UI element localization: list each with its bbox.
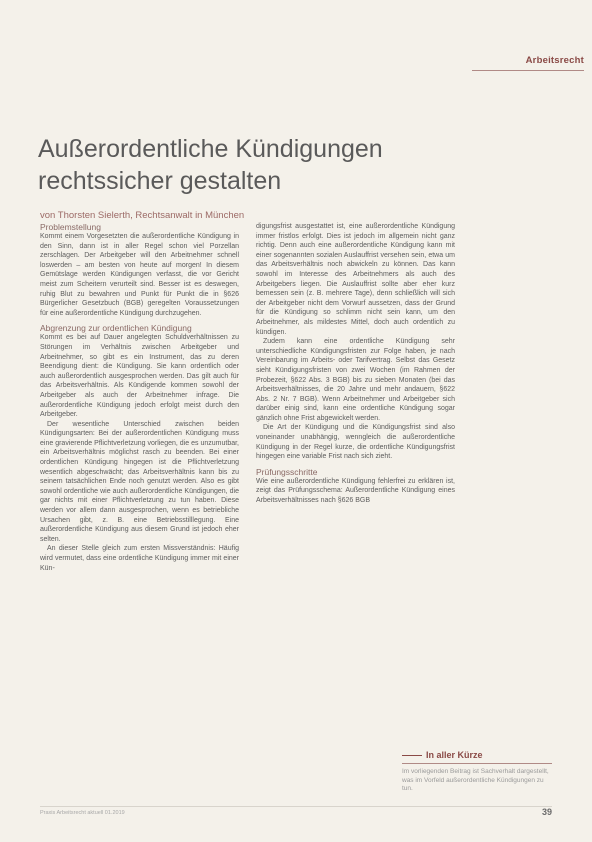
paragraph: Kommt es bei auf Dauer angelegten Schuldverhältnissen zu Störungen im Verhältnis zwischen Arbeitgeber und Arbeitnehmer, so gibt es ein Instrument, das zu deren Beendigung dient: die Kündigung. Sie kann ordentlich oder auch außerordentlich ausgesprochen werden. Das gilt auch für das Arbeitsverhältnis. Als Kündigende kommen sowohl der Arbeitgeber als auch der Arbeitnehmer infrage. Die außerordentliche Kündigung jedoch erfolgt meist durch den Arbeitgeber. <box>40 334 239 419</box>
summary-box-text: Im vorliegenden Beitrag ist Sachverhalt dargestellt, was im Vorfeld außerordentliche Kündigungen zu tun. <box>402 768 549 793</box>
title-line-1: Außerordentliche Kündigungen <box>38 135 383 163</box>
paragraph: An dieser Stelle gleich zum ersten Missverständnis: Häufig wird vermutet, dass eine ordentliche Kündigung immer mit einer Kün- <box>40 545 239 572</box>
footer-publication: Praxis Arbeitsrecht aktuell 01.2019 <box>40 810 125 816</box>
author-byline: von Thorsten Sielerth, Rechtsanwalt in München <box>40 210 245 221</box>
paragraph: Der wesentliche Unterschied zwischen beiden Kündigungsarten: Bei der außerordentlichen Kündigung muss eine gravierende Pflichtverletzung vorliegen, die es unzumutbar, ein Arbeitsverhältnis möglichst rasch zu beenden. Bei einer ordentlichen Kündigung hingegen ist die Pflichtverletzung wesentlich abgeschwächt; das Arbeitsverhältnis kann bis zu seinem tatsächlichen Ende noch genutzt werden. Also es gibt sowohl ordentliche wie auch außerordentliche Kündigungen, die gar nichts mit einer Pflichtverletzung zu tun haben. Diese werden vor allem dann ausgesprochen, wenn es betriebliche Ursachen gibt, z. B. eine Betriebsstilllegung. Eine außerordentliche Kündigung aus diesem Grund ist jedoch eher selten. <box>40 420 239 543</box>
paragraph: Kommt einem Vorgesetzten die außerordentliche Kündigung in den Sinn, dann ist in aller Regel schon viel Porzellan zerschlagen. Der Arbeitgeber will den Arbeitnehmer schnell loswerden – am besten von heute auf morgen! In diesem Gemütslage werden Kündigungen verfasst, die vor Gericht meist zum Scheitern verurteilt sind. Besser ist es deswegen, ruhig Blut zu bewahren und Punkt für Punkt die in §626 Bürgerlicher Gesetzbuch (BGB) geregelten Voraussetzungen für eine außerordentliche Kündigung durchzugehen. <box>40 233 239 317</box>
summary-box-heading <box>402 750 552 760</box>
paragraph: Wie eine außerordentliche Kündigung fehlerfrei zu erklären ist, zeigt das Prüfungsschema: Außerordentliche Kündigung eines Arbeitsverhältnisses nach §626 BGB <box>256 477 455 505</box>
summary-box-title: In aller Kürze <box>426 750 483 760</box>
paragraph: digungsfrist ausgestattet ist, eine außerordentliche Kündigung immer fristlos erfolgt. Dies ist jedoch im allgemein nicht ganz richtig. Denn auch eine außerordentliche Kündigung kann mit einer sogenannten sozialen Auslauffrist versehen sein, etwa um das Arbeitsverhältnis noch abwickeln zu können. Das kann sowohl im Interesse des Arbeitnehmers als auch des Arbeitgebers liegen. Die Auslauffrist sollte aber eher kurz bemessen sein (z. B. mehrere Tage), denn schließlich will sich der Arbeitgeber nicht dem Vorwurf aussetzen, dass der Grund für die Kündigung so schlimm nicht sein kann, um den Arbeitnehmer, als mildestes Mittel, doch auch ordentlich zu kündigen. <box>256 223 455 336</box>
page-number: 39 <box>541 807 552 817</box>
section-divider <box>472 70 584 71</box>
heading-abgrenzung: Abgrenzung zur ordentlichen Kündigung <box>40 323 192 334</box>
title-line-2: rechtssicher gestalten <box>38 167 282 195</box>
summary-box-divider <box>402 763 552 764</box>
paragraph: Die Art der Kündigung und die Kündigungsfrist sind also voneinander unabhängig, wenngleich die außerordentliche Kündigung in der Regel kurze, die ordentliche Kündigungsfrist hingegen eine variable Frist nach sich zieht. <box>256 424 455 461</box>
article-title <box>38 133 458 197</box>
right-column <box>256 222 455 506</box>
footer-divider <box>40 806 552 807</box>
heading-pruefungsschritte: Prüfungsschritte <box>256 466 318 477</box>
summary-box <box>402 750 552 794</box>
heading-problemstellung: Problemstellung <box>40 222 101 232</box>
section-label: Arbeitsrecht <box>525 55 584 66</box>
dash-marker <box>402 755 422 756</box>
paragraph: Zudem kann eine ordentliche Kündigung sehr unterschiedliche Kündigungsfristen zur Folge haben, je nach Vereinbarung im Arbeits- oder Tarifvertrag. Selbst das Gesetz sieht Kündigungsfristen von zwei Wochen (im Rahmen der Probezeit, §622 Abs. 3 BGB) bis zu sieben Monaten (bei das Arbeitsverhältnisses, die 20 Jahre und mehr andauern, §622 Abs. 2 Nr. 7 BGB). Wenn Arbeitnehmer und Arbeitgeber sich darüber einig sind, kann eine ordentliche Kündigung sogar gänzlich ohne Frist abgewickelt werden. <box>256 338 455 422</box>
left-column <box>40 222 239 573</box>
